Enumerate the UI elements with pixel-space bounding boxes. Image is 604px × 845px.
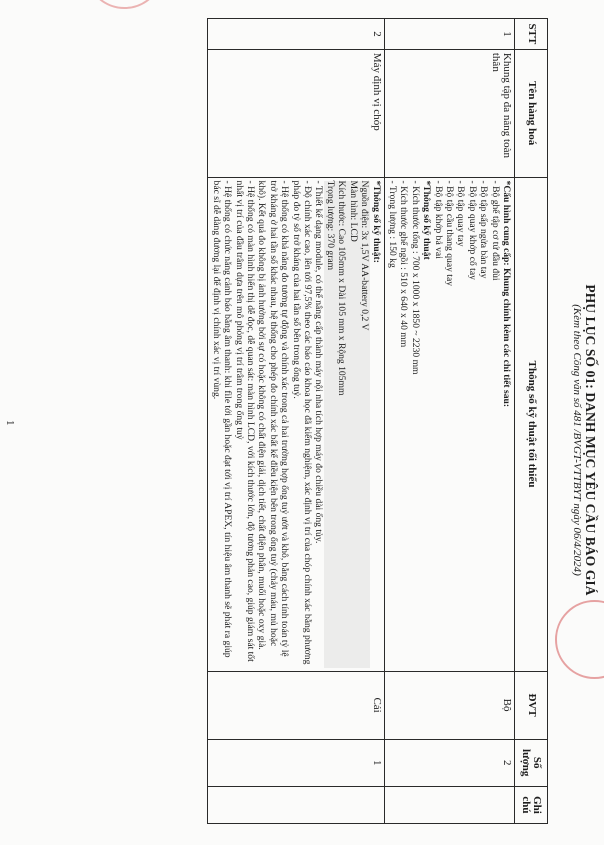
header-stt: STT xyxy=(515,19,548,50)
row-unit: Cái xyxy=(208,671,384,739)
document-title: PHỤ LỤC SỐ 01: DANH MỤC YÊU CẦU BÁO GIÁ xyxy=(583,284,598,596)
row-name: Khung tập đa năng toàn thân xyxy=(384,49,514,177)
spec-line: - Kích thước ghế ngồi : 510 x 640 x 40 mm xyxy=(398,180,410,348)
row-stt: 2 xyxy=(208,19,384,50)
spec-line: - Hệ thống có màn hình hiển thị dễ đọc, dễ quan sát: màn hình LCD, với kích thước lớn, độ tương phản cao, giúp giám sát tốt nhất vị trí của đầu trâm dựa trên mô phỏng vị trí trâm trong ống tuỷ xyxy=(233,180,257,662)
spec-line: Kích thước: Cao 105mm x Dài 105 mm x Rộng 105mm xyxy=(336,181,347,668)
row-note xyxy=(208,786,384,823)
page-number: 1 xyxy=(4,420,16,426)
table-row xyxy=(384,19,514,824)
table-row xyxy=(208,19,384,824)
spec-line: - Trọng lượng : 150 kg xyxy=(386,180,398,268)
spec-line: - Bộ tập khớp bả vai xyxy=(432,180,444,259)
header-unit: ĐVT xyxy=(515,671,548,739)
spec-line: - Bộ tập sấp ngửa bàn tay xyxy=(478,180,490,279)
header-name: Tên hàng hoá xyxy=(515,49,548,177)
row-qty: 2 xyxy=(384,739,514,786)
spec-line: - Thiết kế dạng module, có thể nâng cấp thành máy nội nha tích hợp máy đo chiều dài ống tủy. xyxy=(313,180,325,544)
row-stt: 1 xyxy=(384,19,514,50)
spec-line: - Độ chính xác cao, lên tới 97,5% theo các báo cáo khoa học đã kiểm nghiệm, xác định vị trí của chóp chính xác bằng phương pháp đo tỷ số trở kháng của hai tần số bên trong ống tuỷ. xyxy=(290,180,314,665)
spec-line: - Hệ thống có chức năng cảnh báo bằng âm thanh: khi file tới gần hoặc đạt tới vị trí APEX, tín hiệu âm thanh sẽ phát ra giúp bác sĩ dễ dàng đương lại để định vị chính xác vị trí vùng. xyxy=(210,180,234,658)
spec-line: - Bộ tập quay tay xyxy=(455,180,467,247)
row-note xyxy=(384,786,514,823)
spec-line: *Thông số kỹ thuật: xyxy=(370,180,382,263)
header-qty: Số lượng xyxy=(515,739,548,786)
spec-line: *Cấu hình cung cấp: Khung chính kèm các chi tiết sau: xyxy=(501,180,512,408)
red-seal-stamp-partial xyxy=(85,0,164,9)
spec-line: *Thông số kỹ thuật xyxy=(421,180,433,260)
document-subtitle: (Kèm theo Công văn số 481 /BVGT-VTTBYT ngày 06/4/2024) xyxy=(571,304,583,576)
spec-line: Màn hình: LCD xyxy=(347,181,358,668)
spec-line: - Kích thước tổng : 700 x 1000 x 1850 ~ 2230 mm xyxy=(409,180,421,375)
row-name: Máy định vị chóp xyxy=(208,49,384,177)
row-qty: 1 xyxy=(208,739,384,786)
spec-line: - Bộ ghế tập cơ tứ đầu đùi xyxy=(489,180,501,281)
table-header-row xyxy=(515,19,548,824)
request-table xyxy=(207,18,548,824)
row-spec xyxy=(208,177,384,671)
header-note: Ghi chú xyxy=(515,786,548,823)
header-spec: Thông số kỹ thuật tối thiểu xyxy=(515,177,548,671)
spec-line: Nguồn điện: 3x 1,5V AA-battery 0,2 V xyxy=(359,181,370,668)
spec-line: Trọng lượng: 370 gram xyxy=(325,181,336,668)
spec-line: - Hệ thống có khả năng đo tương tự động và chính xác trong cả hai trường hợp ống tuỷ ướt và khô, bằng cách tính toán tỷ lệ trở kháng ở hai tần số khác nhau, hệ thống cho phép đo chính xác bất kể điều kiện bên trong ống tuỷ (chảy máu, mủ hoặc khô). Kết quả đo không bị ảnh hưởng bởi sự có hoặc không có chất điện giải, dịch tiết, chất điện phân, muối hoặc oxy già. xyxy=(256,180,291,657)
row-unit: Bộ xyxy=(384,671,514,739)
spec-line: - Bộ tập cầu thang quay tay xyxy=(443,180,455,287)
row-spec xyxy=(384,177,514,671)
spec-line: - Bộ tập quay khớp cổ tay xyxy=(466,180,478,280)
